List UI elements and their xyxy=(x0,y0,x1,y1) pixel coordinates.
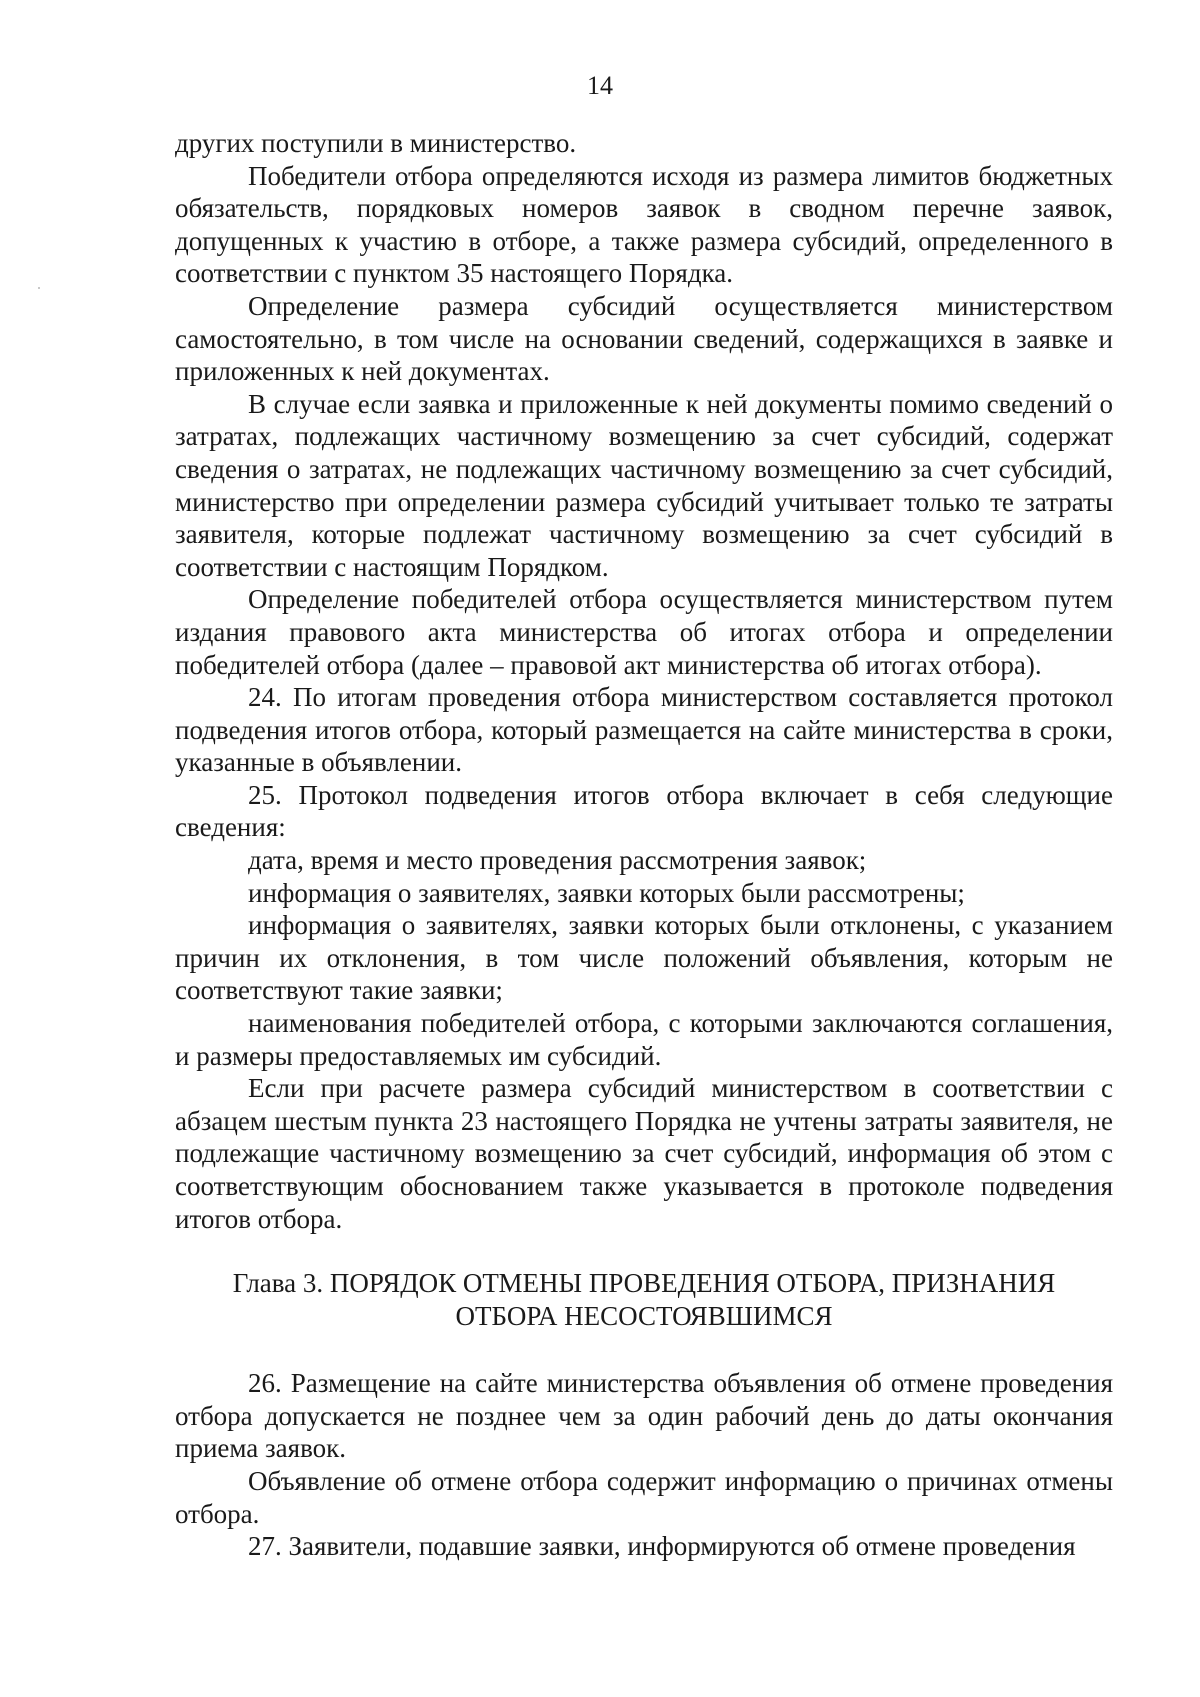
chapter-heading-line-1: Глава 3. ПОРЯДОК ОТМЕНЫ ПРОВЕДЕНИЯ ОТБОРА, ПРИЗНАНИЯ xyxy=(232,1268,1056,1299)
paragraph-protocol-note: Если при расчете размера субсидий министерством в соответствии с абзацем шестым пункта 23 настоящего Порядка не учтены затраты заявителя, не подлежащие частичному возмещению за счет субсидий, информация об этом с соответствующим обоснованием также указывается в протоколе подведения итогов отбора. xyxy=(175,1073,1113,1234)
paragraph-winners-determination: Победители отбора определяются исходя из размера лимитов бюджетных обязательств, порядковых номеров заявок в сводном перечне заявок, допущенных к участию в отборе, а также размера субсидий, определенного в соответствии с пунктом 35 настоящего Порядка. xyxy=(175,160,1113,289)
paragraph-subsidy-size: Определение размера субсидий осуществляется министерством самостоятельно, в том числе на основании сведений, содержащихся в заявке и приложенных к ней документах. xyxy=(175,290,1113,387)
paragraph-item-24: 24. По итогам проведения отбора министерством составляется протокол подведения итогов отбора, который размещается на сайте министерства в сроки, указанные в объявлении. xyxy=(175,682,1113,778)
list-item-reviewed-applicants: информация о заявителях, заявки которых были рассмотрены; xyxy=(248,877,965,908)
paragraph-item-27: 27. Заявители, подавшие заявки, информируются об отмене проведения xyxy=(248,1531,1076,1562)
chapter-heading-line-2: ОТБОРА НЕСОСТОЯВШИМСЯ xyxy=(455,1301,833,1332)
paragraph-item-25: 25. Протокол подведения итогов отбора включает в себя следующие сведения: xyxy=(175,779,1113,843)
paragraph-item-26: 26. Размещение на сайте министерства объявления об отмене проведения отбора допускается не позднее чем за один рабочий день до даты окончания приема заявок. xyxy=(175,1368,1113,1464)
paragraph-legal-act: Определение победителей отбора осуществляется министерством путем издания правового акта министерства об итогах отбора и определении победителей отбора (далее – правовой акт министерства об итогах отбора). xyxy=(175,584,1113,680)
list-item-rejected-applicants: информация о заявителях, заявки которых были отклонены, с указанием причин их отклонения, в том числе положений объявления, которым не соответствуют такие заявки; xyxy=(175,910,1113,1006)
paragraph-continuation: других поступили в министерство. xyxy=(175,128,577,158)
document-body xyxy=(175,127,1113,1563)
paragraph-cost-accounting: В случае если заявка и приложенные к ней документы помимо сведений о затратах, подлежащих частичному возмещению за счет субсидий, содержат сведения о затратах, не подлежащих частичному возмещению за счет субсидий, министерство при определении размера субсидий учитывает только те затраты заявителя, которые подлежат частичному возмещению за счет субсидий в соответствии с настоящим Порядком. xyxy=(175,388,1113,582)
scan-speck xyxy=(38,287,40,289)
chapter-heading xyxy=(175,1267,1113,1333)
page-number: 14 xyxy=(587,71,613,100)
list-item-winners: наименования победителей отбора, с которыми заключаются соглашения, и размеры предоставляемых им субсидий. xyxy=(175,1008,1113,1071)
paragraph-cancellation-notice: Объявление об отмене отбора содержит информацию о причинах отмены отбора. xyxy=(175,1465,1113,1529)
list-item-date-place: дата, время и место проведения рассмотрения заявок; xyxy=(248,845,867,876)
